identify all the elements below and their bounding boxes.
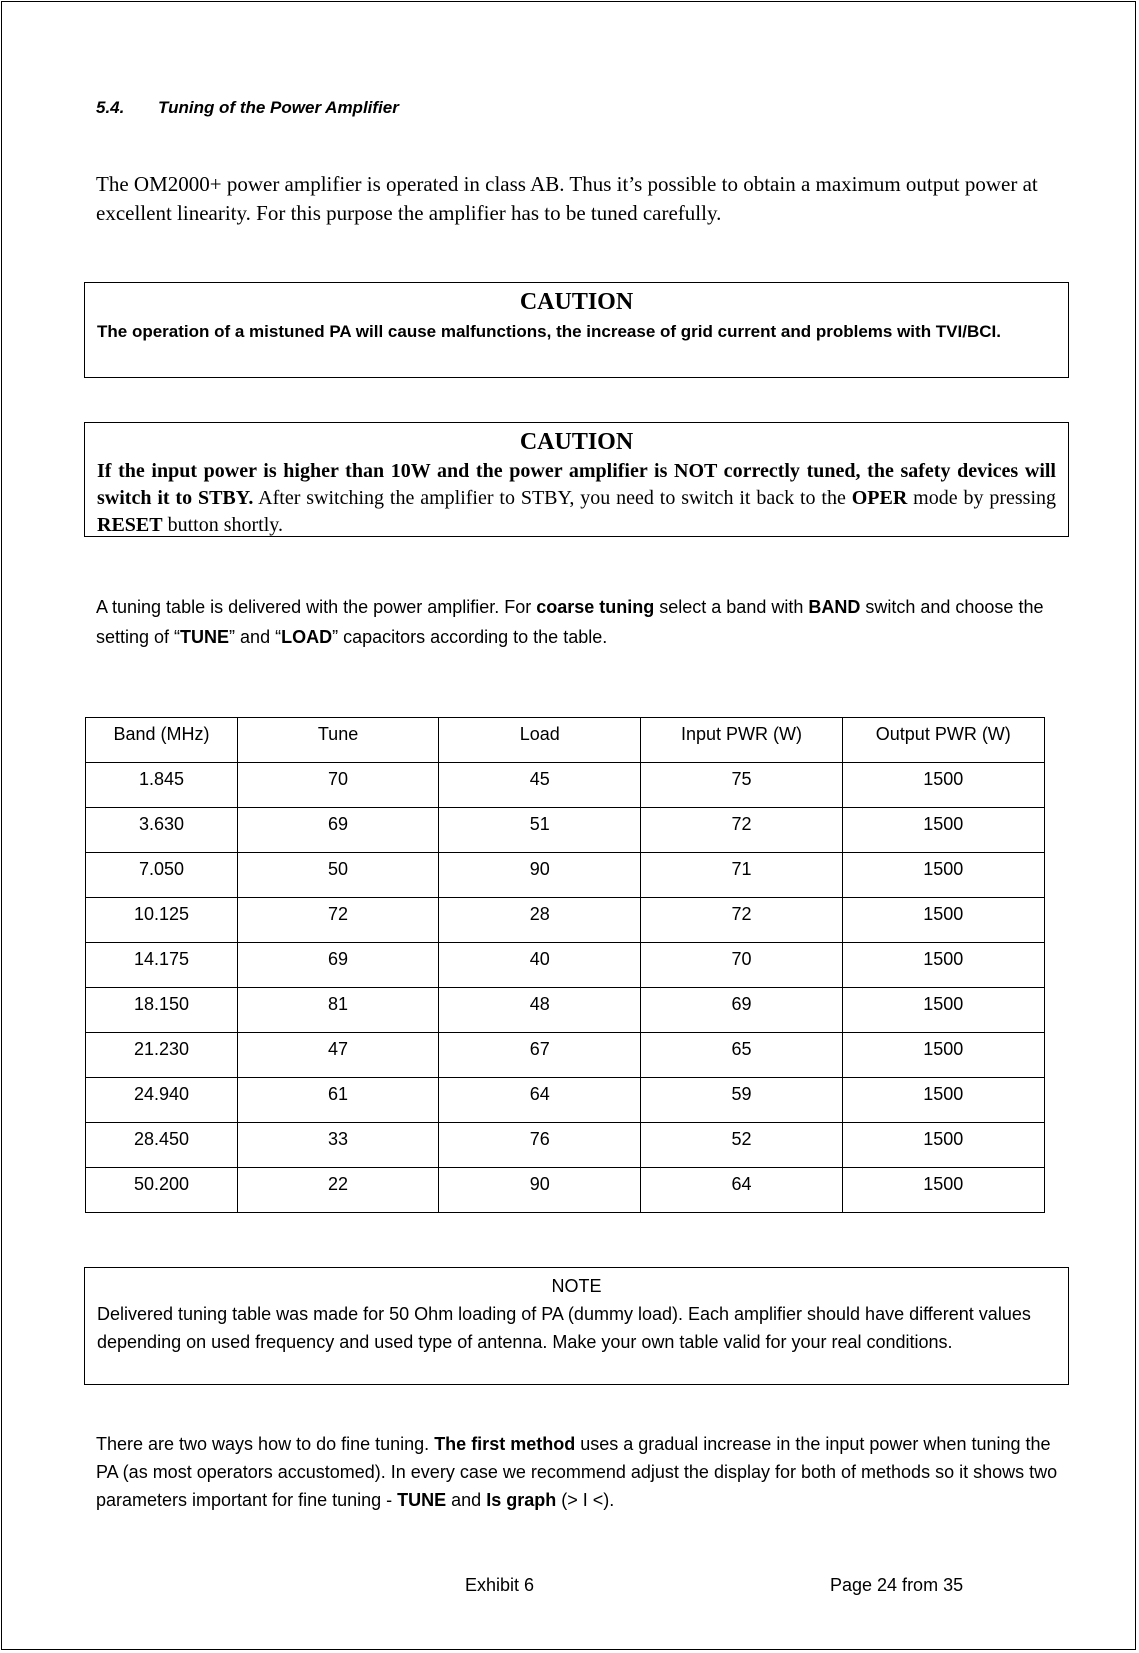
caution-text: The operation of a mistuned PA will cause malfunctions, the increase of grid current and problems with TVI/BCI. [97, 322, 1001, 341]
column-header: Band (MHz) [86, 718, 238, 763]
note-title: NOTE [551, 1276, 602, 1296]
table-cell: 45 [439, 763, 641, 808]
bold-is-graph: Is graph [486, 1490, 557, 1510]
table-cell: 28 [439, 898, 641, 943]
note-text: Delivered tuning table was made for 50 Ohm loading of PA (dummy load). Each amplifier should have different values depending on used frequency and used type of antenna. Make your own table valid for your real conditions. [97, 1304, 1031, 1352]
text-part: uses a gradual increase in the input power when tuning the PA (as most operators accustomed). In every case we recommend adjust the display for both of methods so it shows two parameters important for fine tuning - [96, 1434, 1058, 1510]
table-cell: 24.940 [86, 1078, 238, 1123]
text-part: There are two ways how to do fine tuning. [96, 1434, 435, 1454]
table-cell: 69 [237, 943, 438, 988]
table-cell: 47 [237, 1033, 438, 1078]
table-cell: 1500 [842, 1033, 1044, 1078]
column-header: Input PWR (W) [641, 718, 842, 763]
intro-paragraph: The OM2000+ power amplifier is operated in class AB. Thus it’s possible to obtain a maximum output power at excellent linearity. For this purpose the amplifier has to be tuned carefully. [96, 172, 1038, 225]
table-cell: 69 [237, 808, 438, 853]
table-cell: 50 [237, 853, 438, 898]
table-cell: 90 [439, 1168, 641, 1213]
table-cell: 1500 [842, 1078, 1044, 1123]
table-row [86, 898, 1045, 943]
footer-exhibit: Exhibit 6 [465, 1575, 535, 1595]
caution-box-stby [84, 422, 1069, 537]
caution-bold-text: If the input power is higher than 10W and the power amplifier is NOT correctly tuned, the safety devices will switch it to STBY. [97, 460, 1056, 509]
column-header: Output PWR (W) [842, 718, 1044, 763]
table-cell: 7.050 [86, 853, 238, 898]
table-cell: 1500 [842, 943, 1044, 988]
table-cell: 81 [237, 988, 438, 1033]
table-cell: 28.450 [86, 1123, 238, 1168]
table-cell: 52 [641, 1123, 842, 1168]
table-cell: 21.230 [86, 1033, 238, 1078]
table-cell: 48 [439, 988, 641, 1033]
text-part: (> I <). [556, 1490, 615, 1510]
table-cell: 18.150 [86, 988, 238, 1033]
table-cell: 65 [641, 1033, 842, 1078]
table-cell: 1500 [842, 898, 1044, 943]
table-cell: 1500 [842, 1168, 1044, 1213]
table-cell: 70 [641, 943, 842, 988]
fine-tuning-paragraph [96, 1430, 1066, 1514]
oper-mode-label: OPER [851, 487, 908, 509]
column-header: Load [439, 718, 641, 763]
table-cell: 14.175 [86, 943, 238, 988]
table-row [86, 1168, 1045, 1213]
table-cell: 64 [439, 1078, 641, 1123]
tuning-table [85, 717, 1045, 1213]
table-cell: 72 [237, 898, 438, 943]
table-cell: 71 [641, 853, 842, 898]
table-cell: 61 [237, 1078, 438, 1123]
table-cell: 1.845 [86, 763, 238, 808]
table-cell: 1500 [842, 988, 1044, 1033]
reset-button-label: RESET [97, 514, 163, 536]
column-header: Tune [237, 718, 438, 763]
text-part: ” and “ [229, 627, 282, 647]
table-cell: 64 [641, 1168, 842, 1213]
table-cell: 72 [641, 808, 842, 853]
caution-text-part: After switching the amplifier to STBY, you need to switch it back to the [253, 487, 852, 509]
table-cell: 67 [439, 1033, 641, 1078]
caution-title: CAUTION [519, 289, 634, 315]
table-cell: 1500 [842, 853, 1044, 898]
text-part: switch and choose the setting of “ [96, 597, 1044, 647]
text-part: and [446, 1490, 487, 1510]
table-cell: 1500 [842, 808, 1044, 853]
table-row [86, 763, 1045, 808]
table-cell: 72 [641, 898, 842, 943]
table-cell: 1500 [842, 763, 1044, 808]
table-header-row [86, 718, 1045, 763]
bold-coarse-tuning: coarse tuning [536, 597, 655, 617]
table-row [86, 808, 1045, 853]
section-title: Tuning of the Power Amplifier [158, 98, 399, 117]
table-row [86, 1123, 1045, 1168]
table-cell: 69 [641, 988, 842, 1033]
table-row [86, 853, 1045, 898]
bold-first-method: The first method [434, 1434, 576, 1454]
table-cell: 33 [237, 1123, 438, 1168]
table-cell: 3.630 [86, 808, 238, 853]
section-number: 5.4. [96, 98, 125, 117]
table-cell: 1500 [842, 1123, 1044, 1168]
note-box [84, 1267, 1069, 1385]
table-row [86, 943, 1045, 988]
table-cell: 50.200 [86, 1168, 238, 1213]
bold-load: LOAD [281, 627, 333, 647]
table-cell: 10.125 [86, 898, 238, 943]
table-row [86, 988, 1045, 1033]
table-cell: 70 [237, 763, 438, 808]
caution-text-part: mode by pressing [907, 487, 1057, 509]
caution-text-part: button shortly. [162, 514, 283, 536]
tuning-table-intro [96, 592, 1066, 652]
text-part: ” capacitors according to the table. [332, 627, 608, 647]
caution-title: CAUTION [519, 429, 634, 455]
footer-page-number: Page 24 from 35 [830, 1575, 964, 1595]
table-cell: 51 [439, 808, 641, 853]
bold-tune: TUNE [180, 627, 230, 647]
table-cell: 22 [237, 1168, 438, 1213]
table-cell: 90 [439, 853, 641, 898]
caution-text [97, 458, 1056, 539]
bold-tune: TUNE [397, 1490, 447, 1510]
table-row [86, 1078, 1045, 1123]
caution-box-mistuned [84, 282, 1069, 378]
table-cell: 40 [439, 943, 641, 988]
bold-band: BAND [808, 597, 861, 617]
table-cell: 59 [641, 1078, 842, 1123]
table-row [86, 1033, 1045, 1078]
text-part: select a band with [654, 597, 809, 617]
table-cell: 75 [641, 763, 842, 808]
section-heading [96, 98, 399, 118]
table-cell: 76 [439, 1123, 641, 1168]
text-part: A tuning table is delivered with the power amplifier. For [96, 597, 537, 617]
